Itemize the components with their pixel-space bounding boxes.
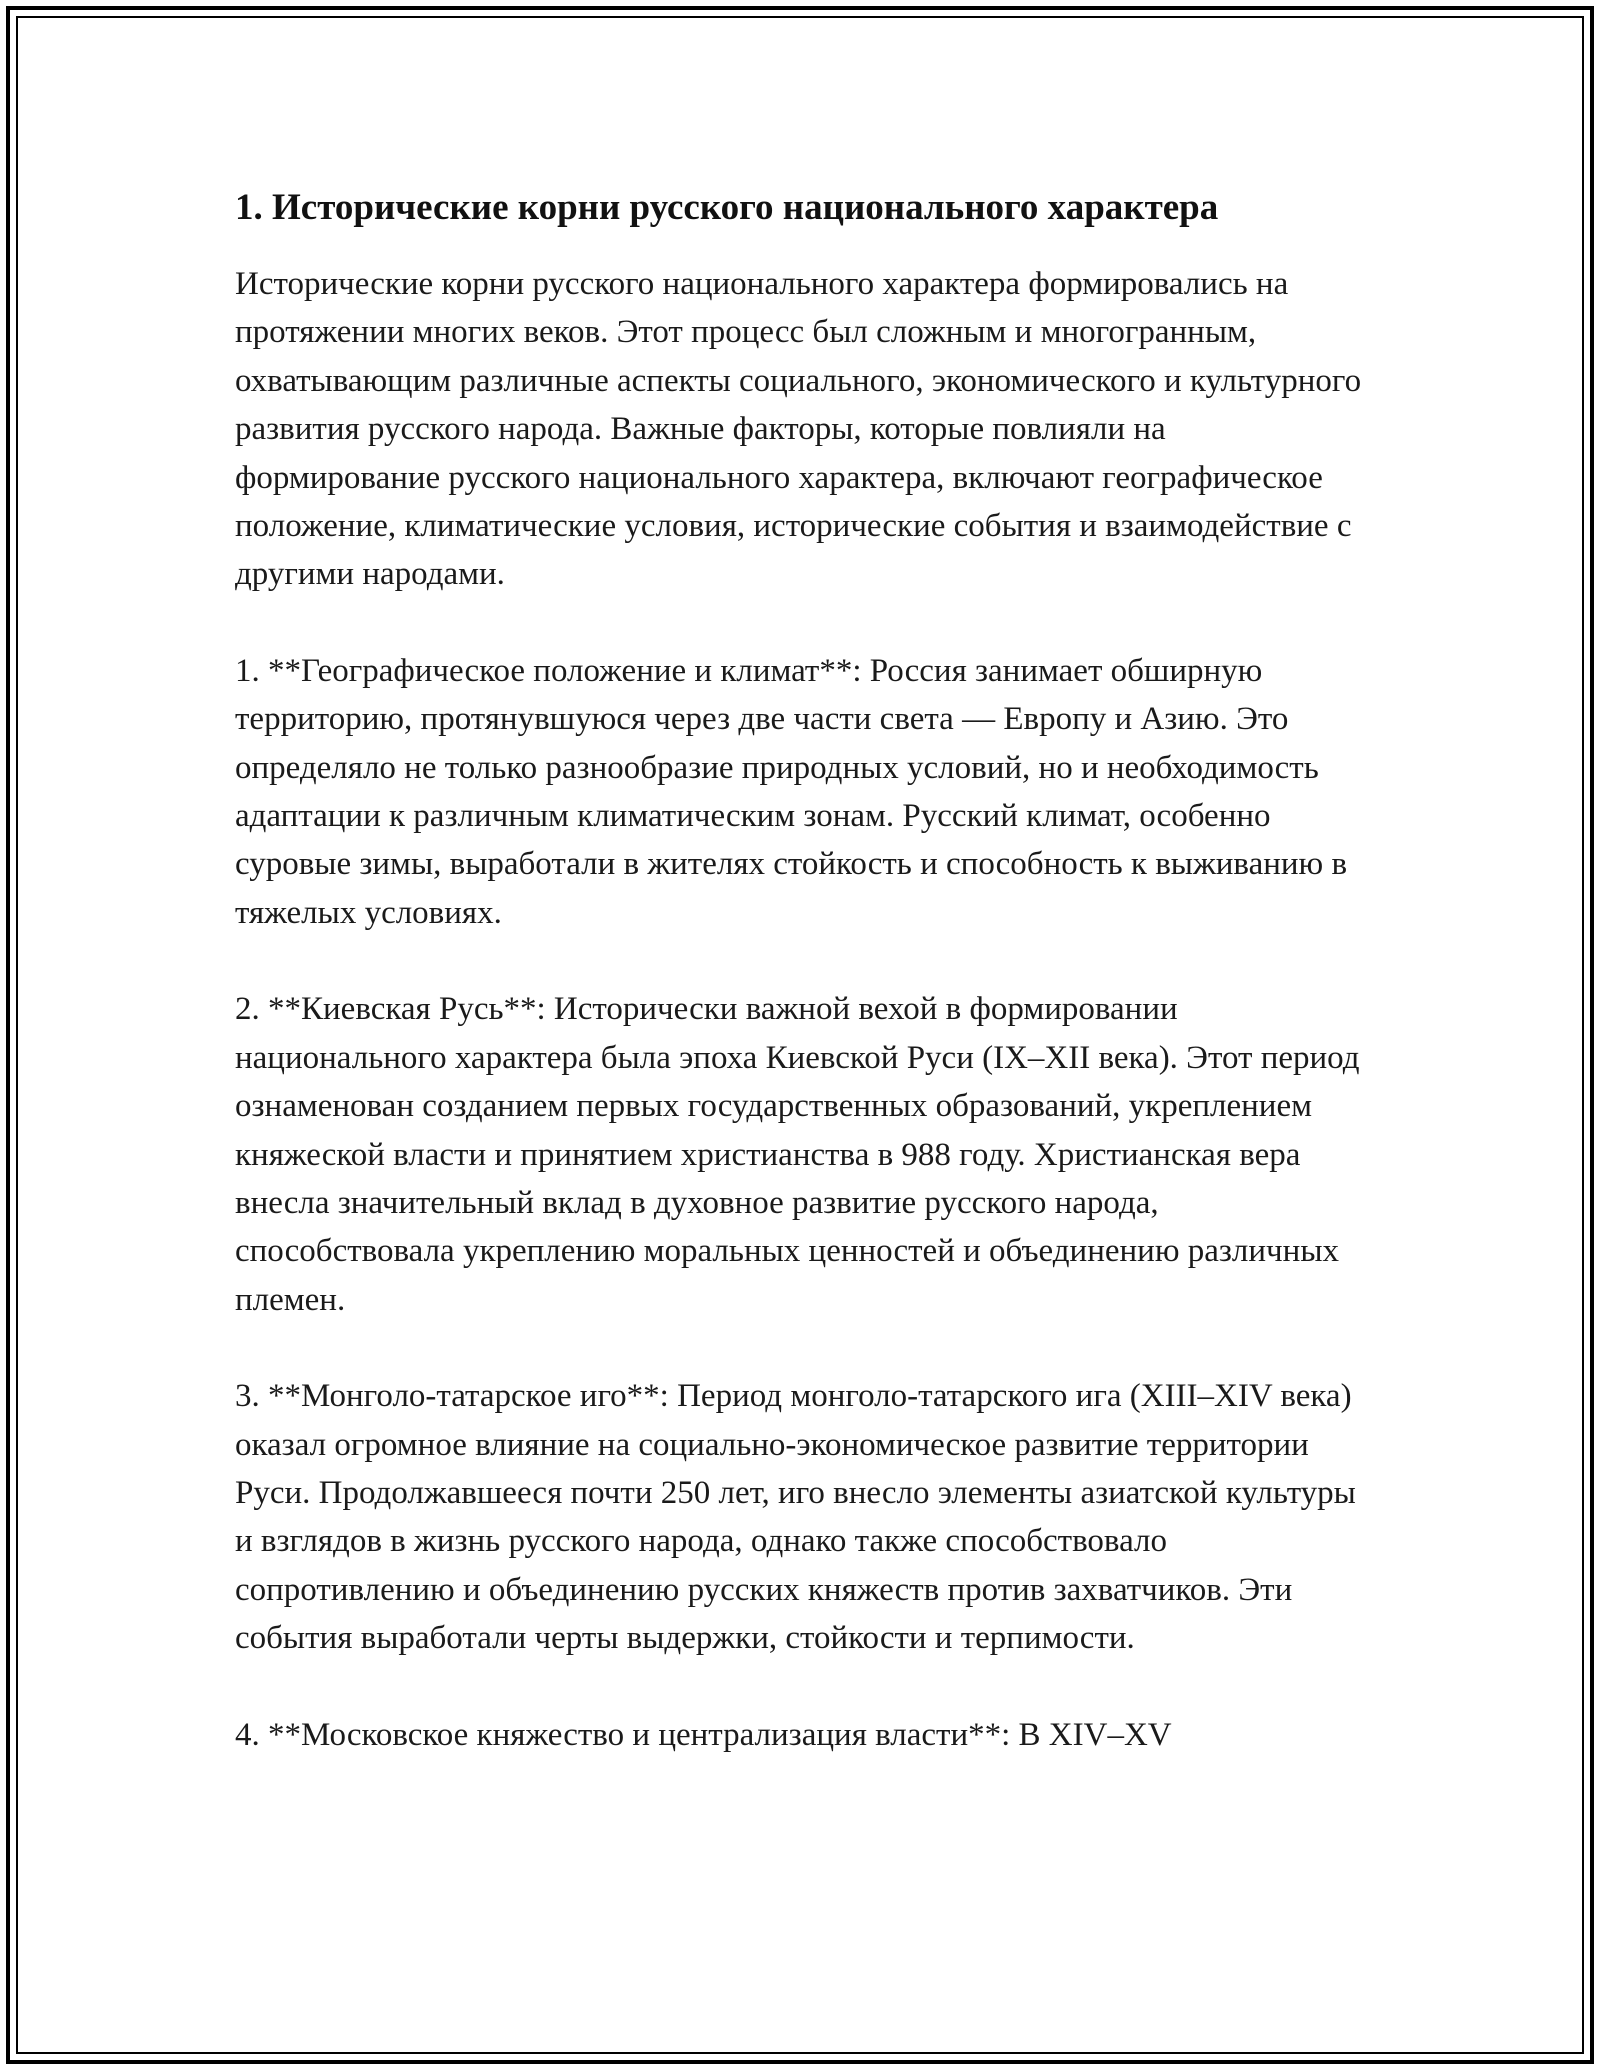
list-item-mongol-yoke: 3. **Монголо-татарское иго**: Период монголо-татарского ига (XIII–XIV века) оказал огромное влияние на социально-экономическое развитие территории Руси. Продолжавшееся почти 250 лет, иго внесло элементы азиатской культуры и взглядов в жизнь русского народа, однако также способствовало сопротивлению и объединению русских княжеств против захватчиков. Эти события выработали черты выдержки, стойкости и терпимости. <box>235 1378 1356 1657</box>
list-item-kievan-rus: 2. **Киевская Русь**: Исторически важной вехой в формировании национального характера была эпоха Киевской Руси (IX–XII века). Этот период ознаменован созданием первых государственных образований, укреплением княжеской власти и принятием христианства в 988 году. Христианская вера внесла значительный вклад в духовное развитие русского народа, способствовала укреплению моральных ценностей и объединению различных племен. <box>235 991 1360 1318</box>
intro-paragraph: Исторические корни русского национального характера формировались на протяжении многих веков. Этот процесс был сложным и многогранным, охватывающим различные аспекты социального, экономического и культурного развития русского народа. Важные факторы, которые повлияли на формирование русского национального характера, включают географическое положение, климатические условия, исторические события и взаимодействие с другими народами. <box>235 266 1362 593</box>
section-title: 1. Исторические корни русского национального характера <box>235 187 1219 228</box>
list-item-moscow-principality: 4. **Московское княжество и централизация власти**: В XIV–XV <box>235 1716 1172 1753</box>
list-item-geography: 1. **Географическое положение и климат**: Россия занимает обширную территорию, протянувшуюся через две части света — Европу и Азию. Это определяло не только разнообразие природных условий, но и необходимость адаптации к различным климатическим зонам. Русский климат, особенно суровые зимы, выработали в жителях стойкость и способность к выживанию в тяжелых условиях. <box>235 652 1348 931</box>
document-body <box>235 184 1365 1807</box>
